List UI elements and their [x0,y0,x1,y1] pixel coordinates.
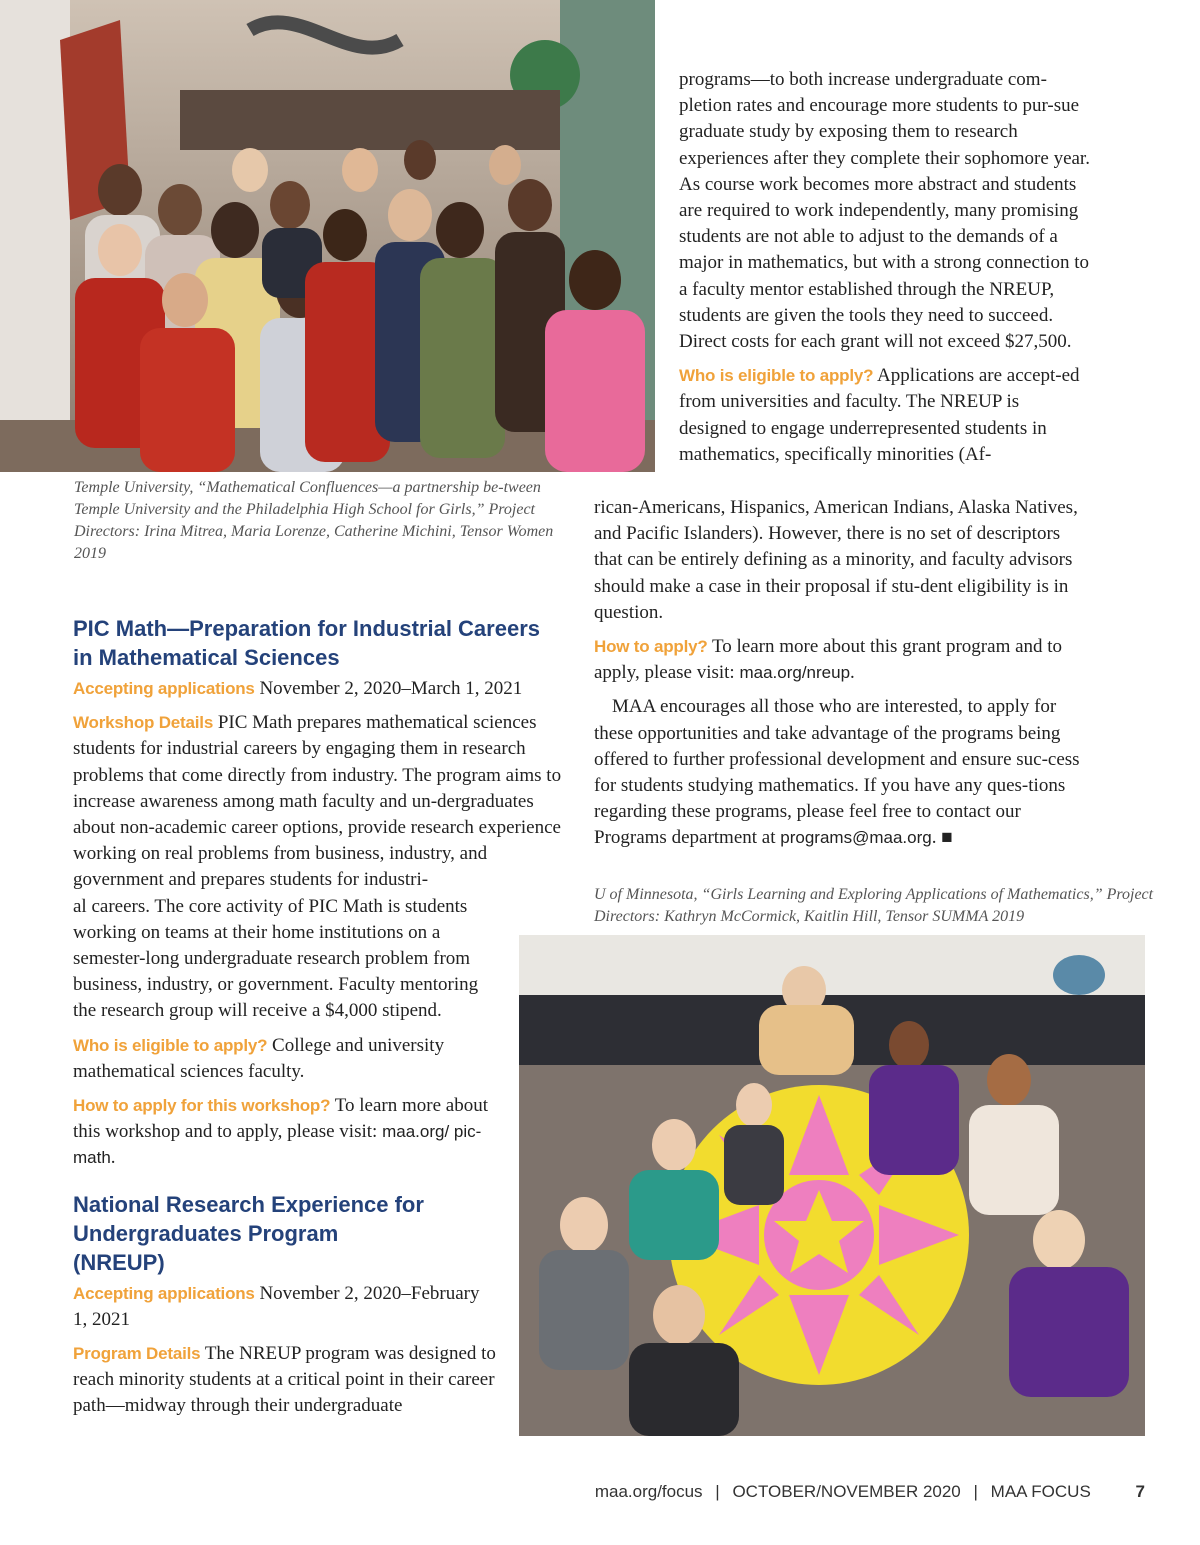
nreup-howto-lead: How to apply? [594,637,708,657]
nreup-link[interactable]: maa.org/nreup [739,663,851,683]
right-column-top [679,67,1091,468]
pic-math-eligible [73,1033,498,1085]
footer-site-link[interactable]: maa.org/focus [594,1482,703,1501]
photo-temple-illustration [0,0,655,472]
pic-math-narrow-block [73,894,498,1420]
nreup-heading: National Research Experience for Undergraduates Program (NREUP) [73,1191,424,1275]
right-column-bottom [594,495,1091,860]
photo-minnesota-illustration [519,935,1145,1436]
closing-paragraph [594,694,1091,851]
pic-math-body [73,676,568,1420]
pic-math-eligible-lead: Who is eligible to apply? [73,1035,268,1055]
pic-math-workshop [73,710,568,893]
nreup-eligible-lead: Who is eligible to apply? [679,366,874,386]
nreup-eligible-paragraph [679,363,1091,468]
photo2-caption: U of Minnesota, “Girls Learning and Exploring Applications of Mathematics,” Project Directors: Kathryn McCormick, Kaitlin Hill, Tensor SUMMA 2019 [594,886,1154,925]
photo-minnesota-group [519,935,1145,1436]
nreup-accepting-lead: Accepting applications [73,1283,255,1303]
pic-math-workshop-lead: Workshop Details [73,713,214,733]
footer-page-number: 7 [1135,1482,1145,1501]
pic-math-howto-text: To learn more about this workshop and to apply, please visit: [73,1095,488,1143]
closing-text: MAA encourages all those who are interested, to apply for these opportunities and take advantage of the programs being offered to further professional development and ensure suc-cess for students studying mathematics. If you have any ques-tions regarding these programs, please feel free to contact our Programs department at [594,696,1080,849]
footer-sep-2: | [973,1482,978,1501]
page-footer [595,1482,1145,1502]
nreup-program [73,1341,498,1420]
nreup-eligible-text-b: rican-Americans, Hispanics, American Indians, Alaska Natives, and Pacific Islanders). However, there is no set of descriptors that can be entirely defining as a minority, and faculty advisors should make a case in their proposal if stu-dent eligibility is in question. [594,497,1078,623]
pic-math-workshop-text-a: PIC Math prepares mathematical sciences students for industrial careers by engaging them in research problems that come directly from industry. The program aims to increase awareness among math faculty and un-dergraduates about non-academic career options, provide research experience working on real problems from business, industry, and government and prepares students for industri- [73,712,562,891]
pic-math-accepting [73,676,568,702]
footer-publication: MAA FOCUS [990,1482,1091,1501]
pic-math-howto [73,1093,498,1172]
nreup-accepting-text: November 2, 2020–February 1, 2021 [73,1282,480,1330]
photo-temple-group [0,0,655,472]
nreup-accepting [73,1281,498,1333]
pic-math-workshop-text-b: al careers. The core activity of PIC Math is students working on teams at their home institutions on a semester-long undergraduate research problem from business, industry, or government. Faculty mentoring the research group will receive a $4,000 stipend. [73,895,479,1022]
nreup-eligible-text-a: Applications are accept-ed from universities and faculty. The NREUP is designed to engage underrepresented students in mathematics, specifically minorities (Af- [679,365,1080,465]
footer-sep-1: | [715,1482,720,1501]
pic-math-heading: PIC Math—Preparation for Industrial Careers in Mathematical Sciences [73,616,540,670]
programs-email-link[interactable]: programs@maa.org [780,828,932,848]
pic-math-howto-end: . [110,1147,116,1169]
nreup-howto-end: . [850,662,855,684]
pic-math-link[interactable]: maa.org/ pic-math [73,1122,482,1168]
nreup-howto-text: To learn more about this grant program and to apply, please visit: [594,636,1063,684]
pic-math-howto-lead: How to apply for this workshop? [73,1096,331,1116]
pic-math-accepting-text: November 2, 2020–March 1, 2021 [259,678,523,699]
pic-math-accepting-lead: Accepting applications [73,679,255,698]
left-column [73,614,568,1428]
footer-issue: OCTOBER/NOVEMBER 2020 [732,1482,961,1501]
photo1-caption: Temple University, “Mathematical Confluences—a partnership be-tween Temple University and the Philadelphia High School for Girls,” Project Directors: Irina Mitrea, Maria Lorenze, Catherine Michini, Tensor Women 2019 [74,479,554,562]
nreup-program-text: The NREUP program was designed to reach minority students at a critical point in their career path—midway through their undergraduate [73,1343,496,1417]
pic-math-eligible-text: College and university mathematical sciences faculty. [73,1034,445,1082]
nreup-program-lead: Program Details [73,1344,201,1364]
closing-end: . ■ [931,827,953,849]
nreup-howto-paragraph [594,634,1091,686]
nreup-continued-paragraph: programs—to both increase undergraduate com-pletion rates and encourage more students to pur-sue graduate study by exposing them to research experiences after they complete their sophomore year. As course work becomes more abstract and students are required to work independently, many promising students are not able to adjust to the demands of a major in mathematics, but with a strong connection to a faculty mentor established through the NREUP, students are given the tools they need to succeed. Direct costs for each grant will not exceed $27,500. [679,69,1090,353]
